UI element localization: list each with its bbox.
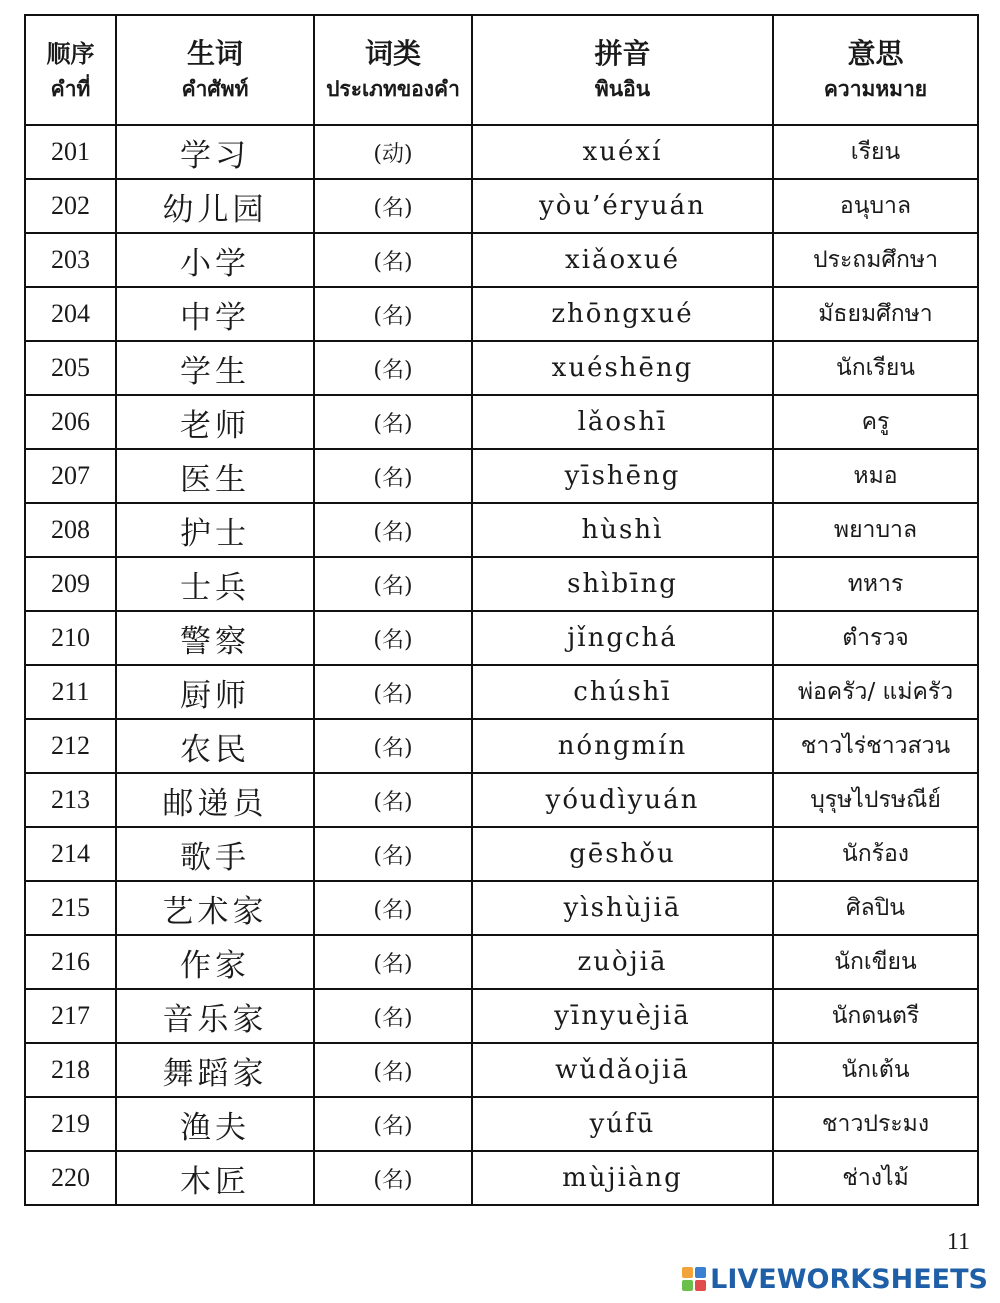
thai-meaning: พยาบาล xyxy=(773,503,978,557)
table-row xyxy=(25,881,978,935)
thai-meaning: นักเต้น xyxy=(773,1043,978,1097)
table-row xyxy=(25,1043,978,1097)
thai-meaning: นักร้อง xyxy=(773,827,978,881)
thai-meaning: ชาวประมง xyxy=(773,1097,978,1151)
part-of-speech: (名) xyxy=(314,179,472,233)
row-number: 209 xyxy=(25,557,116,611)
thai-meaning: นักดนตรี xyxy=(773,989,978,1043)
pinyin: xiǎoxué xyxy=(472,233,773,287)
thai-meaning: อนุบาล xyxy=(773,179,978,233)
pinyin: lǎoshī xyxy=(472,395,773,449)
vocab-word: 艺术家 xyxy=(116,881,314,935)
pinyin: chúshī xyxy=(472,665,773,719)
part-of-speech: (名) xyxy=(314,341,472,395)
table-row xyxy=(25,719,978,773)
table-row xyxy=(25,395,978,449)
thai-meaning: หมอ xyxy=(773,449,978,503)
header-pinyin-cn: 拼音 xyxy=(594,37,651,70)
header-meaning-cn: 意思 xyxy=(847,37,904,70)
vocab-word: 警察 xyxy=(116,611,314,665)
pinyin: yīshēng xyxy=(472,449,773,503)
part-of-speech: (名) xyxy=(314,881,472,935)
part-of-speech: (名) xyxy=(314,827,472,881)
row-number: 211 xyxy=(25,665,116,719)
vocabulary-body xyxy=(25,125,978,1205)
logo-square xyxy=(682,1280,693,1291)
part-of-speech: (名) xyxy=(314,989,472,1043)
header-meaning xyxy=(773,15,978,125)
table-row xyxy=(25,287,978,341)
vocab-word: 老师 xyxy=(116,395,314,449)
header-word-cn: 生词 xyxy=(186,37,243,70)
vocab-word: 歌手 xyxy=(116,827,314,881)
vocab-word: 护士 xyxy=(116,503,314,557)
vocabulary-table xyxy=(24,14,979,1206)
row-number: 220 xyxy=(25,1151,116,1205)
thai-meaning: ชาวไร่ชาวสวน xyxy=(773,719,978,773)
row-number: 212 xyxy=(25,719,116,773)
vocab-word: 士兵 xyxy=(116,557,314,611)
table-row xyxy=(25,449,978,503)
table-row xyxy=(25,989,978,1043)
pinyin: gēshǒu xyxy=(472,827,773,881)
pinyin: yīnyuèjiā xyxy=(472,989,773,1043)
vocab-word: 幼儿园 xyxy=(116,179,314,233)
thai-meaning: ครู xyxy=(773,395,978,449)
page-number: 11 xyxy=(946,1229,970,1255)
vocab-word: 舞蹈家 xyxy=(116,1043,314,1097)
part-of-speech: (名) xyxy=(314,1097,472,1151)
vocab-word: 作家 xyxy=(116,935,314,989)
row-number: 201 xyxy=(25,125,116,179)
pinyin: xuéxí xyxy=(472,125,773,179)
part-of-speech: (名) xyxy=(314,611,472,665)
vocab-word: 学习 xyxy=(116,125,314,179)
part-of-speech: (名) xyxy=(314,665,472,719)
header-word xyxy=(116,15,314,125)
header-order-cn: 顺序 xyxy=(46,40,95,68)
thai-meaning: ช่างไม้ xyxy=(773,1151,978,1205)
part-of-speech: (名) xyxy=(314,1151,472,1205)
row-number: 202 xyxy=(25,179,116,233)
table-row xyxy=(25,1151,978,1205)
part-of-speech: (名) xyxy=(314,395,472,449)
thai-meaning: พ่อครัว/ แม่ครัว xyxy=(773,665,978,719)
pinyin: hùshì xyxy=(472,503,773,557)
vocab-word: 音乐家 xyxy=(116,989,314,1043)
part-of-speech: (名) xyxy=(314,233,472,287)
table-row xyxy=(25,935,978,989)
header-word-th: คำศัพท์ xyxy=(181,77,249,101)
part-of-speech: (名) xyxy=(314,935,472,989)
row-number: 215 xyxy=(25,881,116,935)
vocab-word: 厨师 xyxy=(116,665,314,719)
thai-meaning: ประถมศึกษา xyxy=(773,233,978,287)
part-of-speech: (名) xyxy=(314,719,472,773)
pinyin: shìbīng xyxy=(472,557,773,611)
row-number: 205 xyxy=(25,341,116,395)
part-of-speech: (名) xyxy=(314,287,472,341)
table-row xyxy=(25,665,978,719)
vocab-word: 邮递员 xyxy=(116,773,314,827)
pinyin: jǐngchá xyxy=(472,611,773,665)
pinyin: zhōngxué xyxy=(472,287,773,341)
table-row xyxy=(25,125,978,179)
vocab-word: 木匠 xyxy=(116,1151,314,1205)
pinyin: yóudìyuán xyxy=(472,773,773,827)
header-order-th: คำที่ xyxy=(50,77,91,101)
row-number: 218 xyxy=(25,1043,116,1097)
vocab-word: 渔夫 xyxy=(116,1097,314,1151)
row-number: 208 xyxy=(25,503,116,557)
pinyin: yìshùjiā xyxy=(472,881,773,935)
liveworksheets-icon xyxy=(682,1267,706,1291)
pinyin: nóngmín xyxy=(472,719,773,773)
pinyin: wǔdǎojiā xyxy=(472,1043,773,1097)
vocab-word: 医生 xyxy=(116,449,314,503)
table-row xyxy=(25,1097,978,1151)
vocab-word: 农民 xyxy=(116,719,314,773)
header-pinyin-th: พินอิน xyxy=(594,77,651,101)
pinyin: zuòjiā xyxy=(472,935,773,989)
logo-square xyxy=(682,1267,693,1278)
part-of-speech: (动) xyxy=(314,125,472,179)
table-row xyxy=(25,503,978,557)
row-number: 216 xyxy=(25,935,116,989)
header-meaning-th: ความหมาย xyxy=(823,77,928,101)
part-of-speech: (名) xyxy=(314,773,472,827)
vocab-word: 学生 xyxy=(116,341,314,395)
pinyin: xuéshēng xyxy=(472,341,773,395)
thai-meaning: ตำรวจ xyxy=(773,611,978,665)
table-row xyxy=(25,179,978,233)
thai-meaning: เรียน xyxy=(773,125,978,179)
header-order xyxy=(25,15,116,125)
thai-meaning: ศิลปิน xyxy=(773,881,978,935)
header-pos-th: ประเภทของคำ xyxy=(326,77,460,101)
table-row xyxy=(25,611,978,665)
row-number: 210 xyxy=(25,611,116,665)
thai-meaning: นักเรียน xyxy=(773,341,978,395)
thai-meaning: ทหาร xyxy=(773,557,978,611)
thai-meaning: นักเขียน xyxy=(773,935,978,989)
pinyin: mùjiàng xyxy=(472,1151,773,1205)
vocab-word: 小学 xyxy=(116,233,314,287)
row-number: 219 xyxy=(25,1097,116,1151)
part-of-speech: (名) xyxy=(314,1043,472,1097)
part-of-speech: (名) xyxy=(314,557,472,611)
logo-square xyxy=(695,1280,706,1291)
table-row xyxy=(25,773,978,827)
row-number: 213 xyxy=(25,773,116,827)
row-number: 214 xyxy=(25,827,116,881)
part-of-speech: (名) xyxy=(314,503,472,557)
table-header-row xyxy=(25,15,978,125)
row-number: 206 xyxy=(25,395,116,449)
row-number: 204 xyxy=(25,287,116,341)
logo-square xyxy=(695,1267,706,1278)
table-row xyxy=(25,233,978,287)
header-pos-cn: 词类 xyxy=(364,37,421,70)
pinyin: yúfū xyxy=(472,1097,773,1151)
liveworksheets-wordmark: LIVEWORKSHEETS xyxy=(710,1263,988,1295)
part-of-speech: (名) xyxy=(314,449,472,503)
table-row xyxy=(25,341,978,395)
liveworksheets-logo xyxy=(682,1263,988,1295)
table-row xyxy=(25,827,978,881)
vocab-word: 中学 xyxy=(116,287,314,341)
row-number: 203 xyxy=(25,233,116,287)
header-pos xyxy=(314,15,472,125)
table-row xyxy=(25,557,978,611)
row-number: 217 xyxy=(25,989,116,1043)
thai-meaning: มัธยมศึกษา xyxy=(773,287,978,341)
row-number: 207 xyxy=(25,449,116,503)
pinyin: yòu’éryuán xyxy=(472,179,773,233)
header-pinyin xyxy=(472,15,773,125)
thai-meaning: บุรุษไปรษณีย์ xyxy=(773,773,978,827)
